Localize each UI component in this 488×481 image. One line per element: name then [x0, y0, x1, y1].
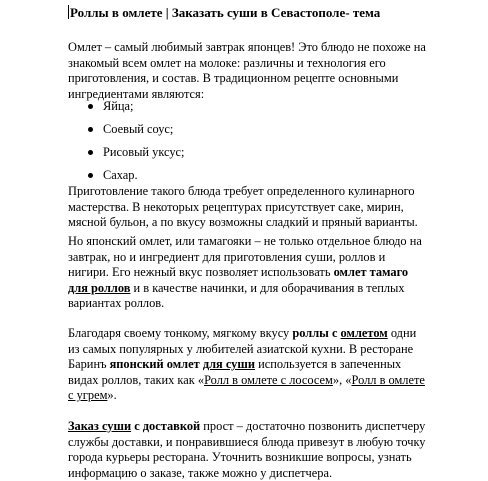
- bullet-icon: [88, 150, 93, 155]
- keyword-text: для роллов: [68, 280, 131, 295]
- paragraph-text: », «: [332, 372, 352, 387]
- paragraph-text: одни из самых популярных у любителей азиатской кухни. В ресторане Баринъ: [68, 326, 417, 372]
- list-item-text: Соевый соус;: [103, 122, 174, 136]
- bullet-icon: [88, 104, 93, 109]
- paragraph-text: ».: [107, 388, 117, 403]
- list-item-text: Сахар.: [103, 168, 138, 182]
- delivery-paragraph: [68, 419, 426, 481]
- keyword-text: японский омлет: [109, 357, 203, 372]
- keyword-text: омлет тамаго: [333, 265, 409, 280]
- keyword-text: с доставкой: [131, 419, 201, 433]
- keyword-text: для суши: [202, 357, 255, 372]
- roll-salmon-link[interactable]: Ролл в омлете с лососем: [204, 372, 333, 387]
- paragraph-text: прост – достаточно позвонить диспетчеру службы доставки, и понравившиеся блюда привезут в любую точку города курьеры ресторана. Уточнить возникшие вопросы, узнать информацию о заказе, также можно у диспетчера.: [68, 419, 426, 480]
- bullet-icon: [88, 127, 93, 132]
- text-cursor: [68, 5, 69, 19]
- bullet-icon: [88, 173, 93, 178]
- keyword-sushi-delivery: [68, 419, 200, 433]
- paragraph-text: Благодаря своему тонкому, мягкому вкусу: [68, 326, 293, 340]
- list-item-text: Рисовый уксус;: [103, 145, 185, 159]
- keyword-text: роллы с: [292, 326, 341, 340]
- keyword-text: Заказ суши: [68, 419, 132, 433]
- document-title: [68, 5, 478, 21]
- paragraph-text: Но японский омлет, или тамагояки – не только отдельное блюдо на завтрак, но и ингредиент для приготовления суши, роллов и нигири. Его нежный вкус позволяет использовать: [68, 234, 422, 280]
- paragraph-text: и в качестве начинки, и для оборачивания в теплых вариантах роллов.: [68, 280, 405, 311]
- preparation-paragraph: Приготовление такого блюда требует определенного кулинарного мастерства. В некоторых рецептурах присутствует саке, мирин, мясной бульон, а по вкусу возможны сладкий и пряный варианты.: [68, 184, 418, 230]
- keyword-japanese-omelet: [110, 357, 255, 371]
- keyword-text: омлетом: [340, 326, 388, 340]
- intro-paragraph: Омлет – самый любимый завтрак японцев! Это блюдо не похоже на знакомый всем омлет на молоке: различны и технология его приготовления, и состав. В традиционном рецепте основными ингредиентами являются:: [68, 40, 426, 101]
- document-title-text: Роллы в омлете | Заказать суши в Севастополе- тема: [70, 5, 381, 20]
- paragraph-text: используется в запеченных видах роллов, таких как «: [68, 357, 402, 387]
- list-item-text: Яйца;: [103, 99, 134, 113]
- tamagoyaki-paragraph: [68, 234, 426, 312]
- roll-eel-link[interactable]: Ролл в омлете с угрем: [68, 372, 425, 403]
- keyword-rolls-omelet: [292, 326, 387, 340]
- popularity-paragraph: [68, 326, 426, 404]
